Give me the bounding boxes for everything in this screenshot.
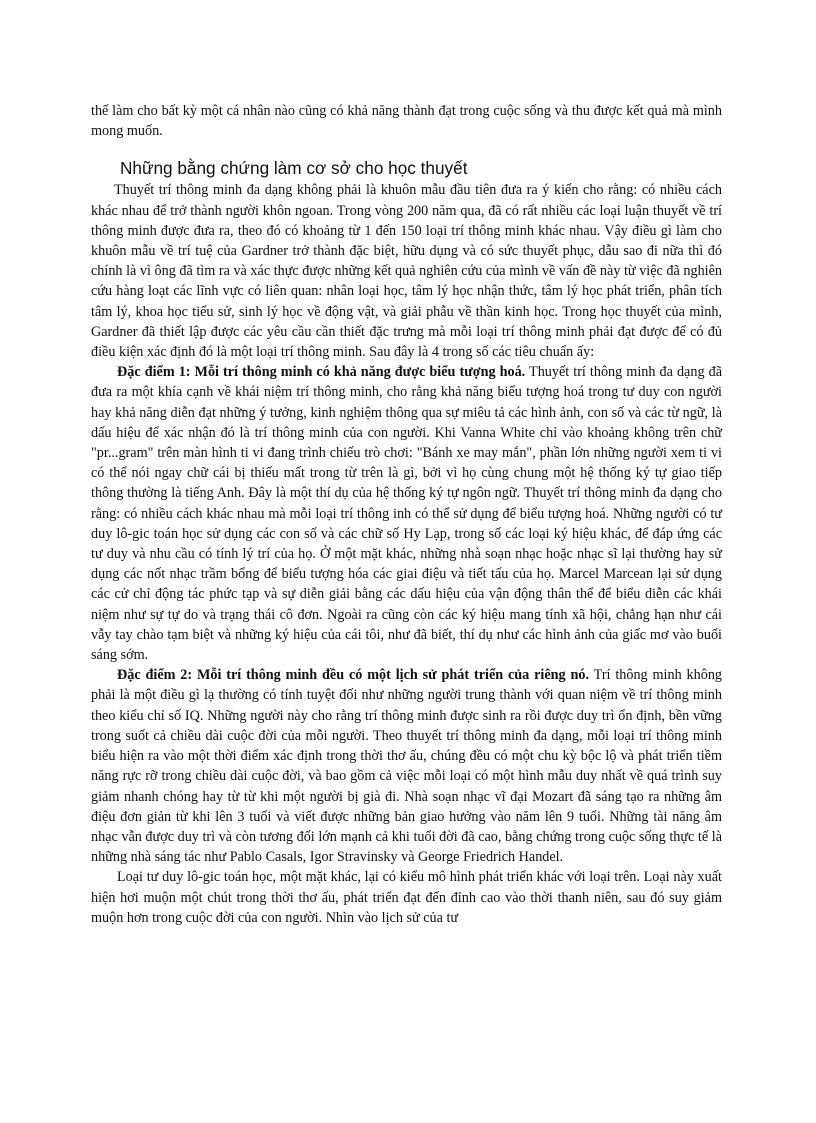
- page-content: [91, 101, 722, 928]
- criterion-1-title: Đặc điểm 1: Mỗi trí thông minh có khả năng được biểu tượng hoá.: [117, 364, 526, 381]
- evidence-paragraph: Thuyết trí thông minh đa dạng không phải là khuôn mẫu đầu tiên đưa ra ý kiến cho rằng: có nhiều cách khác nhau để trở thành người khôn ngoan. Trong vòng 200 năm qua, đã có rất nhiều các loại luận thuyết về trí thông minh được đưa ra, theo đó có khoảng từ 1 đến 150 loại trí thông minh khác nhau. Vậy điều gì làm cho khuôn mẫu về trí tuệ của Gardner trở thành đặc biệt, hữu dụng và có sức thuyết phục, dẫu sao đi nữa thì đó chính là vì ông đã tìm ra và xác thực được những kết quả nghiên cứu của mình về vấn đề này từ việc đã nghiên cứu hàng loạt các lĩnh vực có liên quan: nhân loại học, tâm lý học nhận thức, tâm lý học phát triển, phân tích tâm lý, khoa học tiểu sử, sinh lý học về động vật, và giải phẫu về thần kinh học. Trong học thuyết của mình, Gardner đã thiết lập được các yêu cầu cần thiết đặc trưng mà mỗi loại trí thông minh phải đạt được để có đủ điều kiện xác định đó là một loại trí thông minh. Sau đây là 4 trong số các tiêu chuẩn ấy:: [91, 182, 722, 361]
- criterion-1-paragraph: [91, 362, 722, 665]
- criterion-2-title: Đặc điểm 2: Mỗi trí thông minh đều có một lịch sử phát triển của riêng nó.: [117, 667, 590, 684]
- criterion-1-body: Thuyết trí thông minh đa dạng đã đưa ra một khía cạnh về khái niệm trí thông minh, cho rằng khả năng biểu tượng hoá trong tư duy con người hay khả năng diễn đạt những ý tưởng, kinh nghiệm thông qua sự miêu tả các hình ảnh, con số và các từ ngữ, là dấu hiệu để xác nhận đó là trí thông minh của con người. Khi Vanna White chỉ vào khoảng không trên chữ "pr...gram" trên màn hình ti vi đang trình chiếu trò chơi: "Bánh xe may mắn", phần lớn những người xem ti vi có thể nói ngay chữ cái bị thiếu mất trong từ trên là gì, bởi vì họ cùng chung một hệ thống ký tự giao tiếp thông thường là tiếng Anh. Đây là một thí dụ của hệ thống ký tự ngôn ngữ. Thuyết trí thông minh đa dạng cho rằng: có nhiều cách khác nhau mà mỗi loại trí thông inh có thể sử dụng để biểu tượng hoá. Những người có tư duy lô-gic toán học sử dụng các con số và các chữ số Hy Lạp, trong số các loại ký hiệu khác, để đáp ứng các tư duy và nhu cầu có tính lý trí của họ. Ở một mặt khác, những nhà soạn nhạc hoặc nhạc sĩ lại thường hay sử dụng các nốt nhạc trầm bổng để biểu tượng hóa các giai điệu và tiết tấu của họ. Marcel Marcean lại sử dụng các cử chỉ động tác phức tạp và sự diễn giải bằng các dấu hiệu của vận động thân thể để biểu diễn các khái niệm như sự tự do và trạng thái cô đơn. Ngoài ra cũng còn các ký hiệu mang tính xã hội, chẳng hạn như cái vẫy tay chào tạm biệt và những ký hiệu của cái tôi, như đã biết, thí dụ như các hình ảnh của giấc mơ vào buổi sáng sớm.: [91, 364, 722, 664]
- section-heading: Những bằng chứng làm cơ sở cho học thuyết: [120, 158, 468, 179]
- logic-development-paragraph: Loại tư duy lô-gic toán học, một mặt khác, lại có kiểu mô hình phát triển khác với loại trên. Loại này xuất hiện hơi muộn một chút trong thời thơ ấu, phát triển đạt đến đỉnh cao vào thời thanh niên, sau đó suy giảm muộn hơn trong cuộc đời của con người. Nhìn vào lịch sử của tư: [91, 869, 722, 926]
- criterion-2-body: Trí thông minh không phải là một điều gì lạ thường có tính tuyệt đối như những người trung thành với quan niệm về trí thông minh theo kiểu chỉ số IQ. Những người này cho rằng trí thông minh được sinh ra rồi được duy trì ổn định, bền vững trong suốt cả chiều dài cuộc đời của mỗi người. Theo thuyết trí thông minh đa dạng, mỗi loại trí thông minh biểu hiện ra vào một thời điểm xác định trong thời thơ ấu, chúng đều có một chu kỳ bộc lộ và phát triển tiềm năng rực rỡ trong chiều dài cuộc đời, và bao gồm cả việc mỗi loại có một hình mẫu duy nhất về quá trình suy giảm nhanh chóng hay từ từ khi một người bị già đi. Nhà soạn nhạc vĩ đại Mozart đã sáng tạo ra những âm điệu đơn giản từ khi lên 3 tuổi và viết được những bản giao hưởng vào năm lên 9 tuổi. Những tài năng âm nhạc vẫn được duy trì và còn tương đối lớn mạnh cả khi tuổi đời đã cao, bằng chứng trong cuộc sống thực tế là những nhà sáng tác như Pablo Casals, Igor Stravinsky và George Friedrich Handel.: [91, 667, 723, 866]
- criterion-2-paragraph: [91, 665, 722, 867]
- intro-paragraph: thể làm cho bất kỳ một cá nhân nào cũng có khả năng thành đạt trong cuộc sống và thu được kết quả mà mình mong muốn.: [91, 103, 722, 140]
